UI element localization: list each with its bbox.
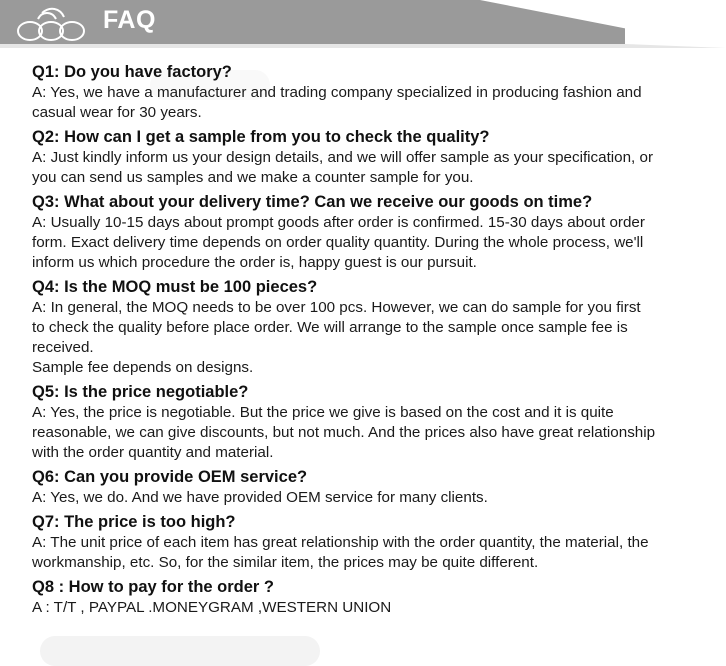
question-2: Q2: How can I get a sample from you to check the quality? <box>32 128 490 146</box>
answer-line: A: Just kindly inform us your design details, and we will offer sample as your specification, or <box>32 149 654 166</box>
answer-line: A: Usually 10-15 days about prompt goods after order is confirmed. 15-30 days about order <box>32 214 645 231</box>
answer-1 <box>32 83 722 123</box>
interlocking-rings-logo-icon <box>14 5 88 45</box>
question-7: Q7: The price is too high? <box>32 513 236 531</box>
question-6: Q6: Can you provide OEM service? <box>32 468 308 486</box>
faq-item-7 <box>32 512 722 573</box>
answer-line: inform us which procedure the order is, happy guest is our pursuit. <box>32 254 477 271</box>
faq-item-3 <box>32 192 722 273</box>
faq-header <box>0 0 726 48</box>
faq-item-4 <box>32 277 722 378</box>
answer-line: you can send us samples and we make a counter sample for you. <box>32 169 474 186</box>
answer-line: A: The unit price of each item has great relationship with the order quantity, the material, the <box>32 534 649 551</box>
answer-line: A: In general, the MOQ needs to be over 100 pcs. However, we can do sample for you first <box>32 299 641 316</box>
answer-line: form. Exact delivery time depends on order quality quantity. During the whole process, we'll <box>32 234 644 251</box>
answer-line: casual wear for 30 years. <box>32 104 202 121</box>
answer-line: with the order quantity and material. <box>32 444 274 461</box>
faq-list <box>32 62 722 618</box>
answer-line: reasonable, we can give discounts, but not much. And the prices also have great relationship <box>32 424 656 441</box>
answer-line: A : T/T , PAYPAL .MONEYGRAM ,WESTERN UNION <box>32 599 392 616</box>
answer-5 <box>32 403 722 463</box>
answer-7 <box>32 533 722 573</box>
answer-line: to check the quality before place order. We will arrange to the sample once sample fee is <box>32 319 628 336</box>
faq-item-2 <box>32 127 722 188</box>
answer-6 <box>32 488 722 508</box>
answer-line: Sample fee depends on designs. <box>32 359 254 376</box>
answer-line: received. <box>32 339 94 356</box>
answer-line: A: Yes, we do. And we have provided OEM service for many clients. <box>32 489 488 506</box>
answer-line: workmanship, etc. So, for the similar item, the prices may be quite different. <box>32 554 539 571</box>
faq-item-5 <box>32 382 722 463</box>
page-title: FAQ <box>103 6 156 34</box>
question-1: Q1: Do you have factory? <box>32 63 232 81</box>
answer-4 <box>32 298 722 378</box>
answer-3 <box>32 213 722 273</box>
question-4: Q4: Is the MOQ must be 100 pieces? <box>32 278 318 296</box>
background-watermark-shape <box>40 636 320 666</box>
question-5: Q5: Is the price negotiable? <box>32 383 249 401</box>
faq-item-8 <box>32 577 722 618</box>
faq-item-6 <box>32 467 722 508</box>
answer-2 <box>32 148 722 188</box>
question-3: Q3: What about your delivery time? Can we receive our goods on time? <box>32 193 593 211</box>
question-8: Q8 : How to pay for the order ? <box>32 578 275 596</box>
answer-line: A: Yes, the price is negotiable. But the price we give is based on the cost and it is quite <box>32 404 614 421</box>
answer-line: A: Yes, we have a manufacturer and trading company specialized in producing fashion and <box>32 84 642 101</box>
faq-item-1 <box>32 62 722 123</box>
answer-8 <box>32 598 722 618</box>
